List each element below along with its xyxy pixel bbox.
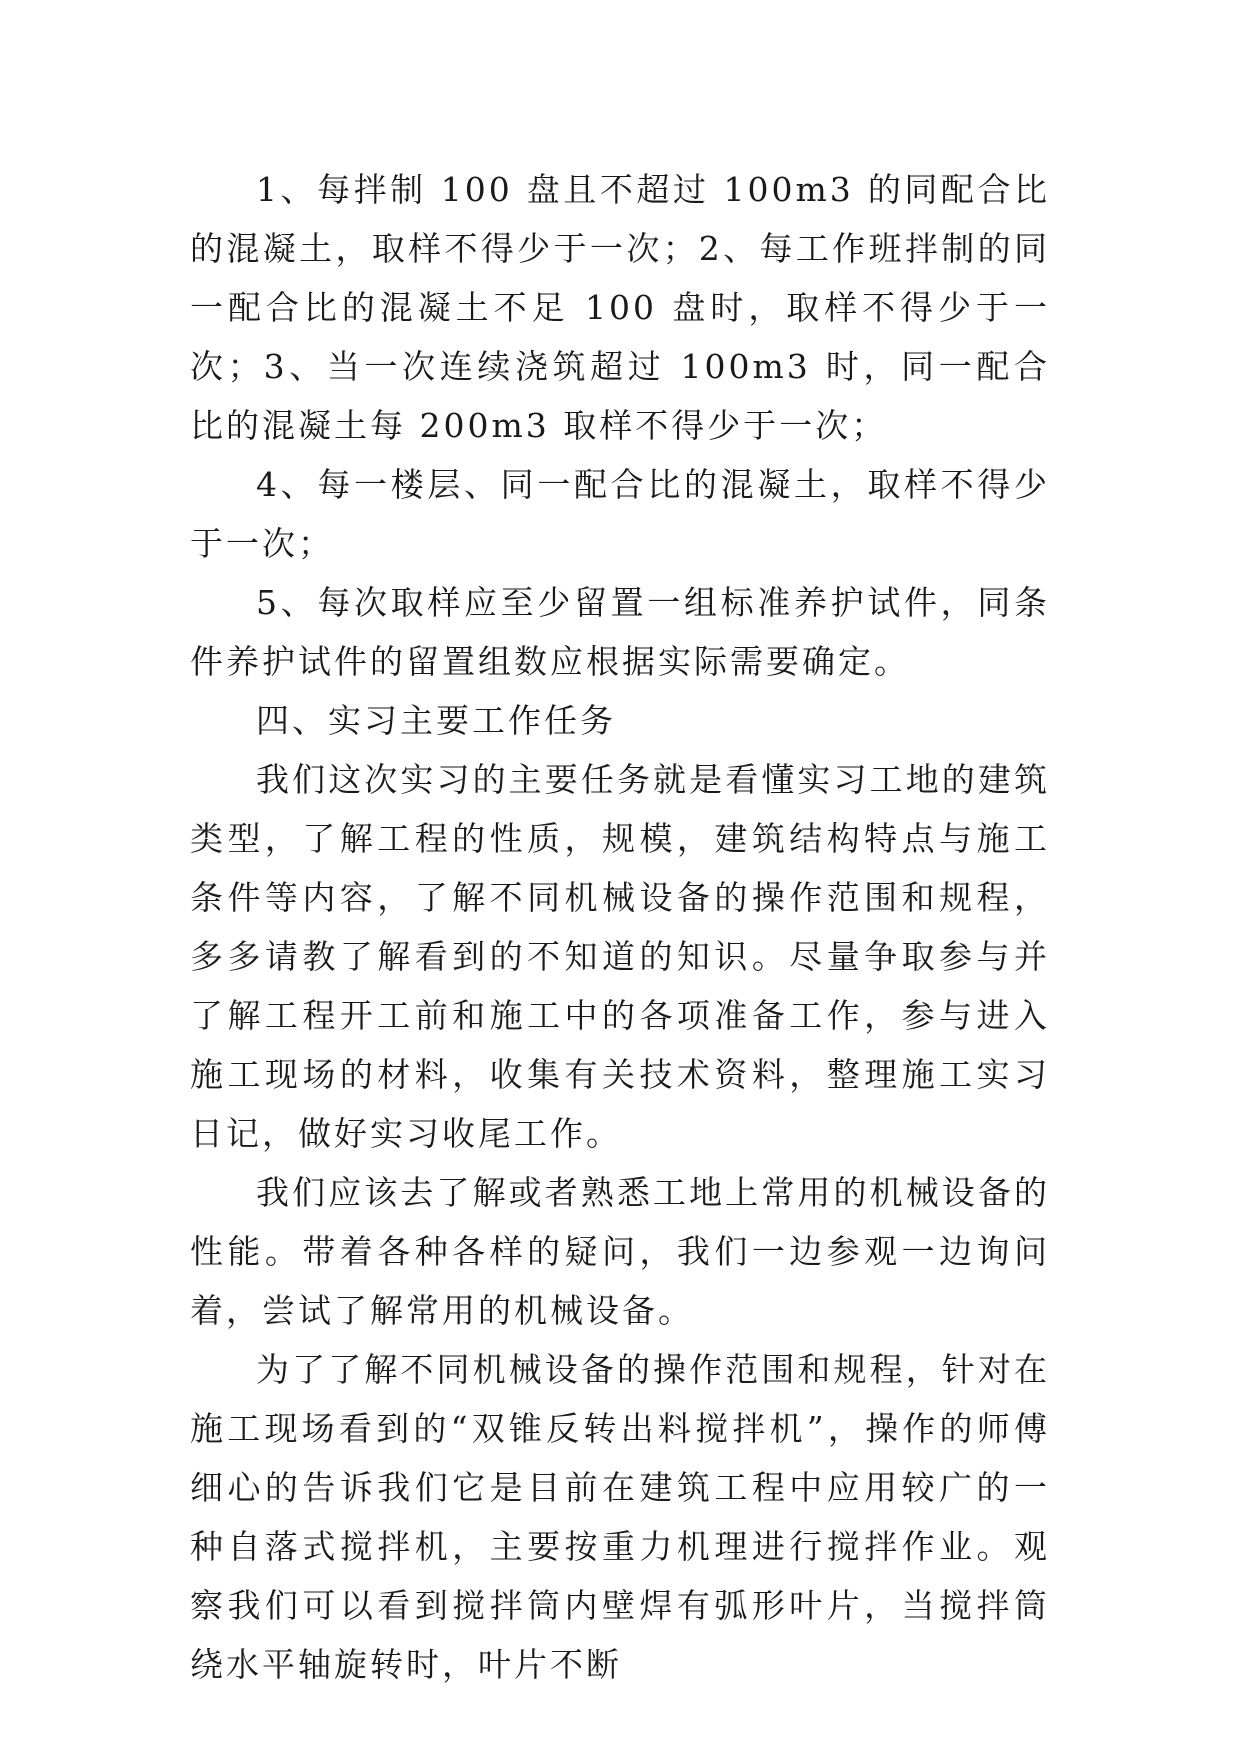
paragraph-sampling-rule-5: 5、每次取样应至少留置一组标准养护试件，同条件养护试件的留置组数应根据实际需要确定。 [190,583,1050,681]
section-heading-main-tasks: 四、实习主要工作任务 [256,701,616,740]
paragraph-equipment-understanding: 我们应该去了解或者熟悉工地上常用的机械设备的性能。带着各种各样的疑问，我们一边参观一边询问着，尝试了解常用的机械设备。 [190,1173,1050,1330]
paragraph-sampling-rule-4: 4、每一楼层、同一配合比的混凝土，取样不得少于一次； [190,465,1050,563]
document-body [190,160,1050,1694]
paragraph-sampling-rules-1-3: 1、每拌制 100 盘且不超过 100m3 的同配合比的混凝土，取样不得少于一次；2、每工作班拌制的同一配合比的混凝土不足 100 盘时，取样不得少于一次；3、当一次连续浇筑超过 100m3 时，同一配合比的混凝土每 200m3 取样不得少于一次； [190,170,1050,445]
paragraph-mixer-description: 为了了解不同机械设备的操作范围和规程，针对在施工现场看到的“双锥反转出料搅拌机”，操作的师傅细心的告诉我们它是目前在建筑工程中应用较广的一种自落式搅拌机，主要按重力机理进行搅拌作业。观察我们可以看到搅拌筒内壁焊有弧形叶片，当搅拌筒绕水平轴旋转时，叶片不断 [190,1350,1050,1684]
paragraph-main-tasks: 我们这次实习的主要任务就是看懂实习工地的建筑类型，了解工程的性质，规模，建筑结构特点与施工条件等内容，了解不同机械设备的操作范围和规程，多多请教了解看到的不知道的知识。尽量争取参与并了解工程开工前和施工中的各项准备工作，参与进入施工现场的材料，收集有关技术资料，整理施工实习日记，做好实习收尾工作。 [190,760,1050,1153]
